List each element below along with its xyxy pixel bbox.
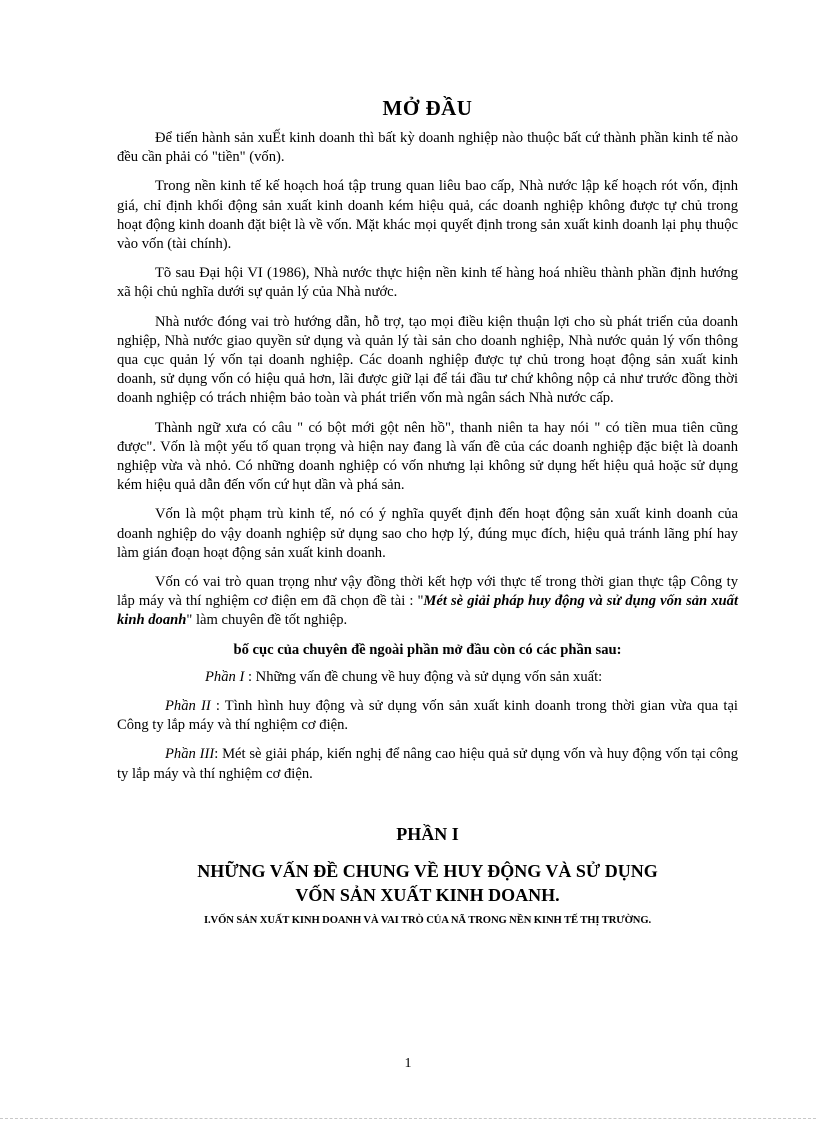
- paragraph-3: Tõ sau Đại hội VI (1986), Nhà nước thực hiện nền kinh tế hàng hoá nhiều thành phần định hướng xã hội chủ nghĩa dưới sự quản lý của Nhà nước.: [117, 265, 738, 301]
- topic-paragraph-after: " làm chuyên đề tốt nghiệp.: [186, 612, 348, 629]
- outline-part-1-text: : Những vấn đề chung về huy động và sử dụng vốn sản xuất:: [244, 668, 603, 685]
- paragraph-4: Nhà nước đóng vai trò hướng dẫn, hỗ trợ, tạo mọi điều kiện thuận lợi cho sù phát triển của doanh nghiệp, Nhà nước giao quyền sử dụng và quản lý tài sản cho doanh nghiệp, Nhà nước quản lý vốn thông qua cục quản lý vốn tại doanh nghiệp. Các doanh nghiệp được tự chủ trong hoạt động sản xuất kinh doanh, sử dụng vốn có hiệu quả hơn, lãi được giữ lại để tái đầu tư chứ không nộp cả như trước đồng thời doanh nghiệp có trách nhiệm bảo toàn và phát triển vốn mà ngân sách Nhà nước cấp.: [117, 313, 738, 407]
- section-heading: I.VỐN SẢN XUẤT KINH DOANH VÀ VAI TRÒ CỦA NÃ TRONG NỀN KINH TẾ THỊ TRƯỜNG.: [203, 914, 652, 926]
- page-bottom-divider: [0, 1118, 816, 1119]
- part-title: [117, 859, 738, 907]
- outline-part-1: [117, 668, 738, 687]
- topic-title: Mét sè giải pháp huy động và sử dụng vốn sản xuất kinh doanh: [117, 593, 738, 629]
- outline-part-1-label: Phần I: [205, 668, 245, 685]
- paragraph-6: Vốn là một phạm trù kinh tế, nó có ý nghĩa quyết định đến hoạt động sản xuất kinh doanh của doanh nghiệp do vậy doanh nghiệp sử dụng sao cho hợp lý, đúng mục đích, hiệu quả tránh lãng phí hay làm gián đoạn hoạt động sản xuất kinh doanh.: [117, 506, 738, 561]
- part-title-line-2: VỐN SẢN XUẤT KINH DOANH.: [295, 884, 560, 905]
- page-number: 1: [404, 1056, 412, 1071]
- paragraph-1: Để tiến hành sản xuẾt kinh doanh thì bất kỳ doanh nghiệp nào thuộc bất cứ thành phần kinh tế nào đều cần phải có "tiền" (vốn).: [117, 130, 738, 166]
- part-heading: PHẦN I: [396, 823, 459, 844]
- outline-part-2-text: : Tình hình huy động và sử dụng vốn sản xuất kinh doanh trong thời gian vừa qua tại Công ty lắp máy và thí nghiệm cơ điện.: [117, 698, 738, 734]
- topic-paragraph-before: Vốn có vai trò quan trọng như vậy đồng thời kết hợp với thực tế trong thời gian thực tập Công ty lắp máy và thí nghiệm cơ điện em đã chọn đề tài : ": [117, 574, 738, 610]
- paragraph-5: Thành ngữ xưa có câu " có bột mới gột nên hồ", thanh niên ta hay nói " có tiền mua tiên cũng được". Vốn là một yếu tố quan trọng và hiện nay đang là vấn đề của các doanh nghiệp đặc biệt là doanh nghiệp vừa và nhỏ. Có những doanh nghiệp có vốn nhưng lại không sử dụng hết hiệu quả hoặc sử dụng kém hiệu quả dẫn đến vốn cứ hụt dần và phá sản.: [117, 419, 738, 494]
- page-content: [117, 96, 738, 926]
- paragraph-2: Trong nền kinh tế kế hoạch hoá tập trung quan liêu bao cấp, Nhà nước lập kế hoạch rót vốn, định giá, chỉ định khối động sản xuất kinh doanh kém hiệu quả, các doanh nghiệp không được tự chủ trong hoạt động kinh doanh đặt biệt là về vốn. Mặt khác mọi quyết định trong sản xuất kinh doanh lại phụ thuộc vào vốn (tài chính).: [117, 178, 738, 253]
- document-title: MỞ ĐẦU: [382, 96, 473, 120]
- part-title-line-1: NHỮNG VẤN ĐỀ CHUNG VỀ HUY ĐỘNG VÀ SỬ DỤNG: [197, 860, 658, 881]
- outline-heading: bố cục của chuyên đề ngoài phần mở đầu còn có các phần sau:: [233, 641, 622, 658]
- outline-part-3-label: Phần III: [165, 746, 215, 763]
- outline-part-2-label: Phần II: [165, 698, 211, 715]
- topic-paragraph: [117, 573, 738, 631]
- outline-part-2: [117, 697, 738, 735]
- outline-part-3: [117, 745, 738, 783]
- outline-part-3-text: : Mét sè giải pháp, kiến nghị để nâng cao hiệu quả sử dụng vốn và huy động vốn tại công ty lắp máy và thí nghiệm cơ điện.: [117, 746, 738, 782]
